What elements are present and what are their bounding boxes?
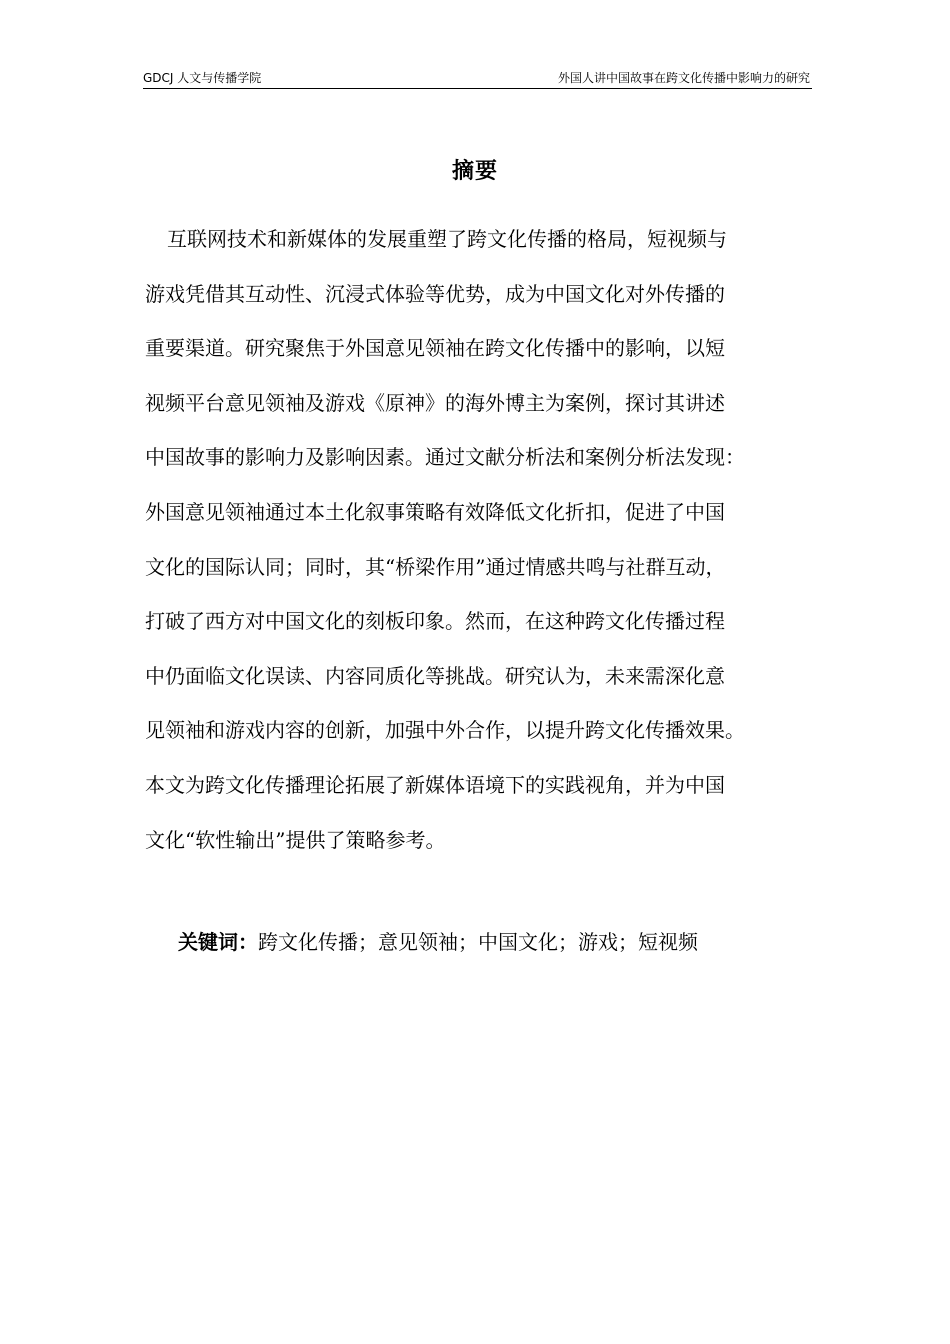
keywords-text: 跨文化传播；意见领袖；中国文化；游戏；短视频 [258, 930, 698, 954]
header-left: GDCJ 人文与传播学院 [143, 71, 262, 85]
abstract-body [145, 224, 817, 879]
header-right: 外国人讲中国故事在跨文化传播中影响力的研究 [557, 71, 810, 85]
page-header [143, 70, 812, 89]
abstract-line: 打破了西方对中国文化的刻板印象。然而，在这种跨文化传播过程 [145, 609, 725, 634]
keywords [178, 927, 698, 957]
abstract-line: 中国故事的影响力及影响因素。通过文献分析法和案例分析法发现： [145, 445, 745, 470]
abstract-line: 文化的国际认同；同时，其“桥梁作用”通过情感共鸣与社群互动， [145, 554, 726, 579]
abstract-line: 重要渠道。研究聚焦于外国意见领袖在跨文化传播中的影响，以短 [145, 336, 725, 361]
abstract-line: 见领袖和游戏内容的创新，加强中外合作，以提升跨文化传播效果。 [145, 718, 745, 743]
abstract-line: 游戏凭借其互动性、沉浸式体验等优势，成为中国文化对外传播的 [145, 281, 725, 306]
abstract-line: 中仍面临文化误读、内容同质化等挑战。研究认为，未来需深化意 [145, 663, 725, 688]
abstract-line: 文化“软性输出”提供了策略参考。 [145, 827, 446, 852]
abstract-line: 本文为跨文化传播理论拓展了新媒体语境下的实践视角，并为中国 [145, 772, 725, 797]
abstract-line: 外国意见领袖通过本土化叙事策略有效降低文化折扣，促进了中国 [145, 499, 725, 524]
page-title: 摘要 [451, 159, 498, 184]
abstract-line: 互联网技术和新媒体的发展重塑了跨文化传播的格局，短视频与 [167, 227, 727, 251]
keywords-label: 关键词： [178, 930, 258, 954]
abstract-line: 视频平台意见领袖及游戏《原神》的海外博主为案例，探讨其讲述 [145, 390, 725, 415]
